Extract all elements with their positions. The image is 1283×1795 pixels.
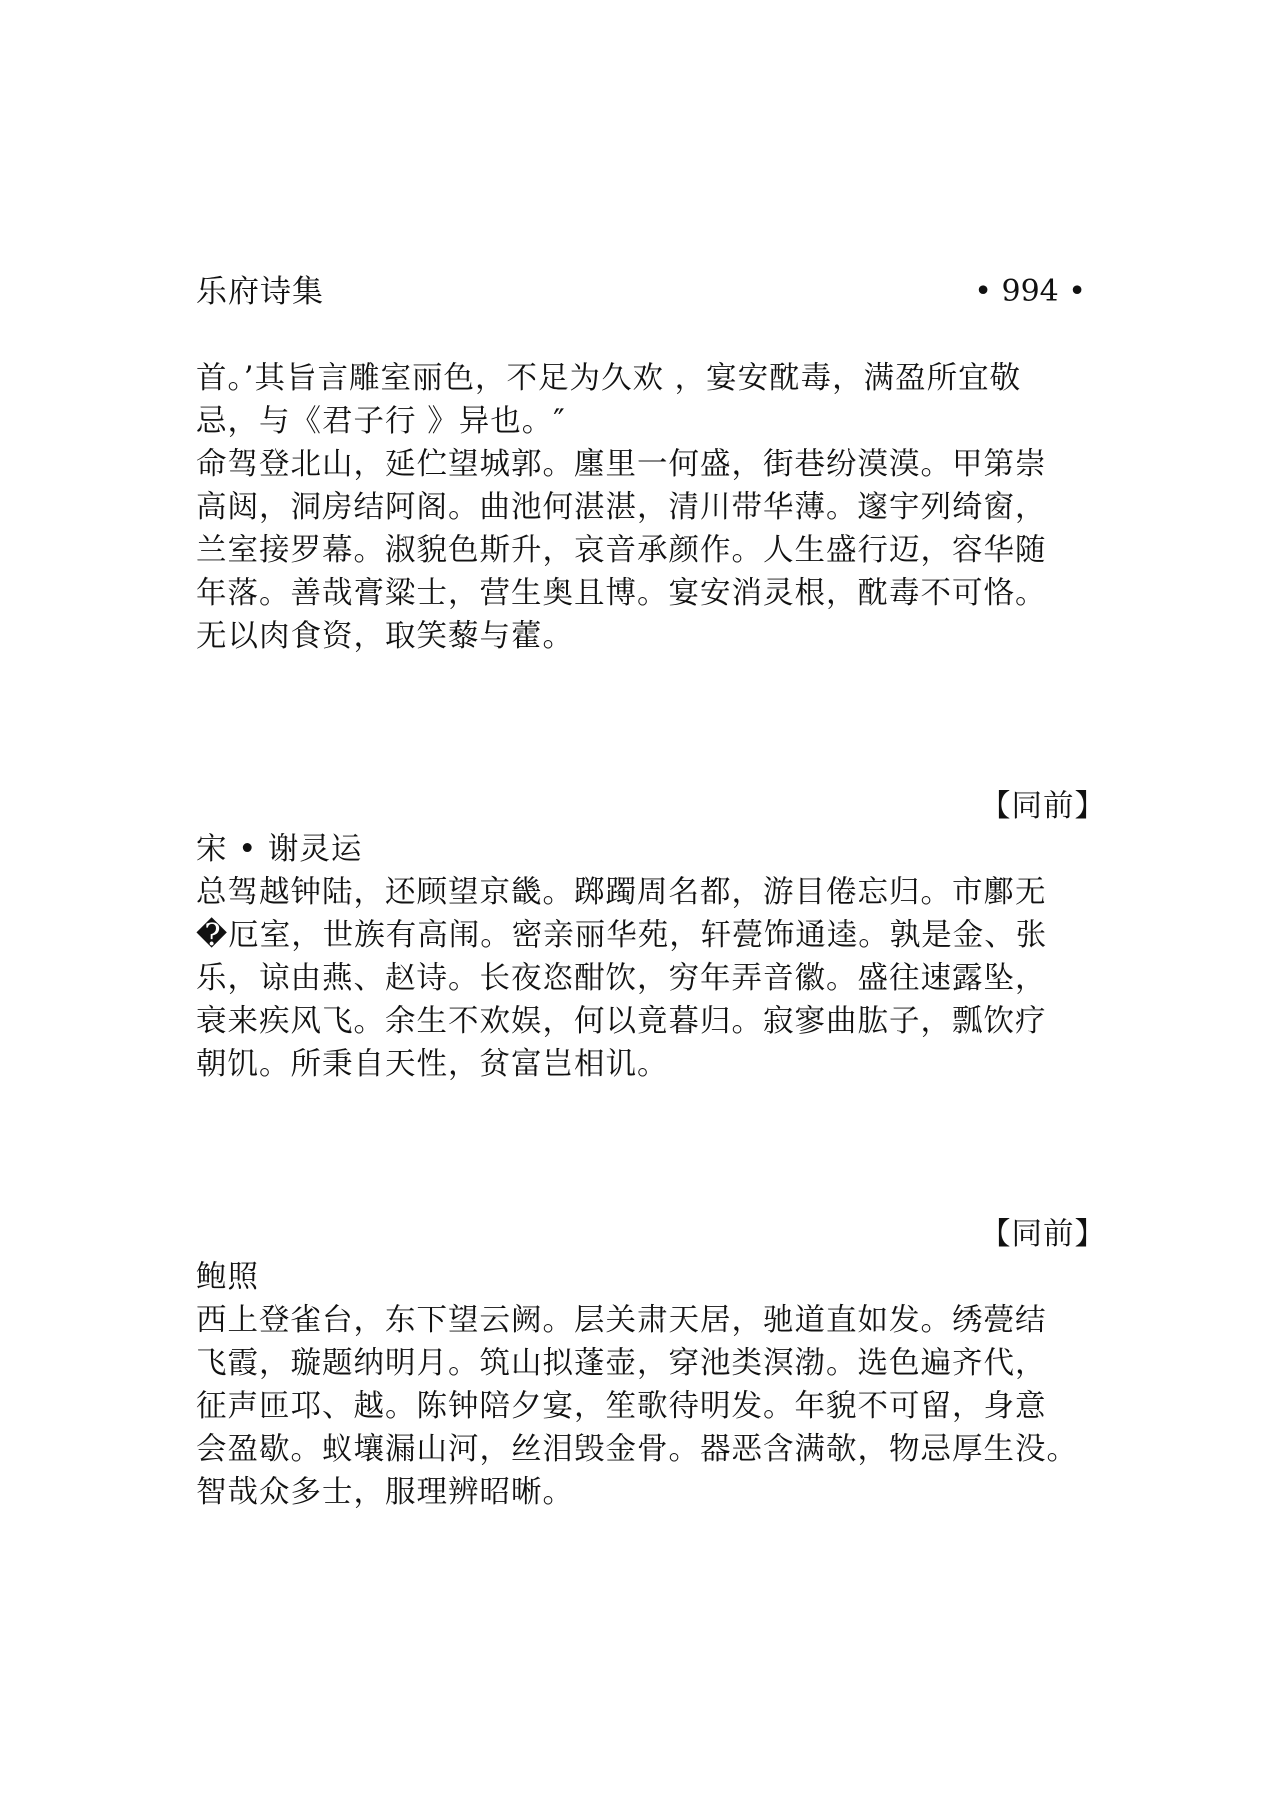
text-line: 首。’其旨言雕室丽色，不足为久欢 ，宴安酖毒，满盈所宜敬 [196, 361, 1022, 396]
text-line: 兰室接罗幕。淑貌色斯升，哀音承颜作。人生盛行迈，容华随 [196, 533, 1047, 568]
text-line: 乐，谅由燕、赵诗。长夜恣酣饮，穷年弄音徽。盛往速露坠， [196, 961, 1047, 996]
text-line: 衰来疾风飞。余生不欢娱，何以竟暮归。寂寥曲肱子，瓢饮疗 [196, 1004, 1047, 1039]
intro-paragraph [196, 357, 1096, 443]
text-line: 朝饥。所秉自天性，贫富岂相讥。 [196, 1047, 669, 1082]
text-line: 高闼，洞房结阿阁。曲池何湛湛，清川带华薄。邃宇列绮窗， [196, 490, 1047, 525]
text-line: 飞霞，璇题纳明月。筑山拟蓬壶，穿池类溟渤。选色遍齐代， [196, 1346, 1047, 1381]
text-line: 无以肉食资，取笑藜与藿。 [196, 619, 574, 654]
page-number: • 994 • [974, 274, 1086, 309]
text-line: 命驾登北山，延伫望城郭。廛里一何盛，街巷纷漠漠。甲第崇 [196, 447, 1047, 482]
text-line: 年落。善哉膏粱士，营生奥且博。宴安消灵根，酖毒不可恪。 [196, 576, 1047, 611]
page-header [196, 268, 1086, 316]
section3-paragraph [196, 1299, 1096, 1514]
section2-author: 宋 • 谢灵运 [196, 832, 363, 867]
text-line: 智哉众多士，服理辨昭晰。 [196, 1475, 574, 1510]
section2-paragraph [196, 871, 1096, 1086]
text-line: 征声匝邛、越。陈钟陪夕宴，笙歌待明发。年貌不可留，身意 [196, 1389, 1047, 1424]
poem1-paragraph [196, 443, 1096, 658]
text-line: 西上登雀台，东下望云阙。层关肃天居，驰道直如发。绣甍结 [196, 1303, 1047, 1338]
section2-heading: 【同前】 [980, 789, 1106, 824]
book-title: 乐府诗集 [196, 274, 324, 310]
section3-heading: 【同前】 [980, 1217, 1106, 1252]
section3-author: 鲍照 [196, 1260, 259, 1295]
text-line: 总驾越钟陆，还顾望京畿。踯躅周名都，游目倦忘归。市鄽无 [196, 875, 1047, 910]
text-line: �厄室，世族有高闱。密亲丽华苑，轩甍饰通逵。孰是金、张 [196, 918, 1048, 953]
text-line: 忌，与《君子行 》异也。″ [196, 404, 566, 439]
document-page [196, 0, 1106, 1795]
text-line: 会盈歇。蚁壤漏山河，丝泪毁金骨。器恶含满欹，物忌厚生没。 [196, 1432, 1078, 1467]
